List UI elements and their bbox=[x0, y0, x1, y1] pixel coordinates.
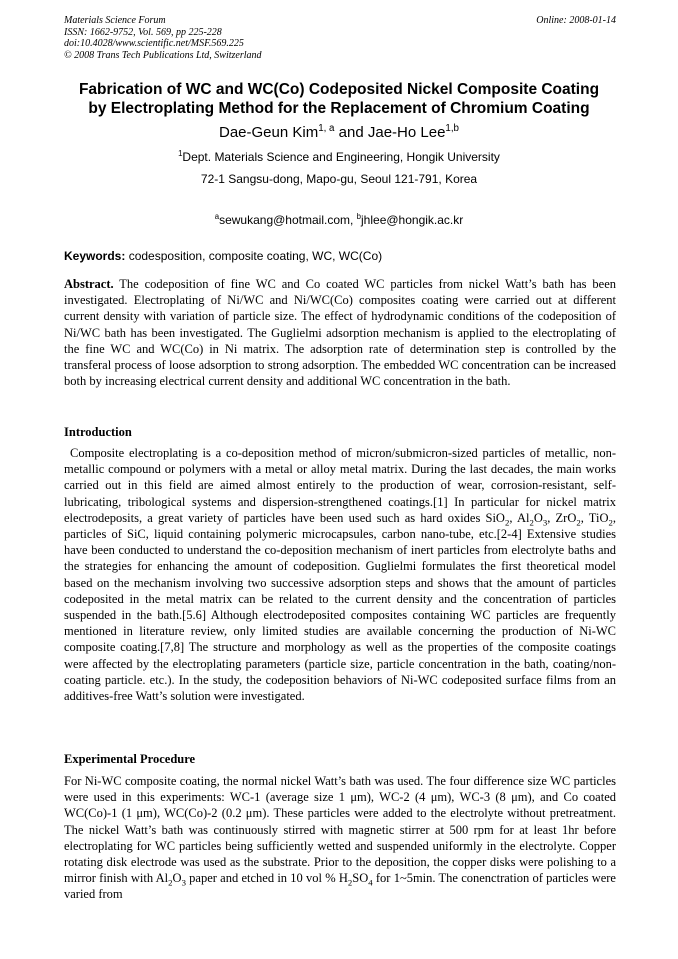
email-mark-b: b bbox=[356, 212, 362, 221]
author-2-affiliation-mark: 1,b bbox=[445, 123, 459, 134]
abstract-paragraph bbox=[64, 276, 616, 389]
experimental-paragraph: For Ni-WC composite coating, the normal nickel Watt’s bath was used. The four difference size WC particles were used in this experiments: WC-1 (average size 1 μm), WC-2 (4 μm), WC-3 (8 μm), and Co coated WC(Co)-1 (1 μm), WC(Co)-2 (0.2 μm). These particles were added to the electrolyte without pretreatment. The nickel Watt’s bath was continuously stirred with magnetic stirrer at 500 rpm for at least 1hr before electroplating for WC particles being sufficiently wetted and suspended uniformly in the electrolyte. Copper rotating disk electrode was used as the substrate. Prior to the deposition, the copper disks were polishing to a mirror finish with $Al_2O_3$ paper and etched in 10 vol % $H_2SO_4$ for 1~5min. The conenctration of particles were varied from bbox=[64, 774, 616, 902]
author-1: Dae-Geun Kim bbox=[219, 124, 319, 141]
email-line bbox=[40, 213, 638, 227]
online-date: Online: 2008-01-14 bbox=[536, 15, 616, 26]
author-1-affiliation-mark: 1, a bbox=[318, 123, 335, 134]
title-line-1: Fabrication of WC and WC(Co) Codeposited Nickel Composite Coating bbox=[78, 81, 600, 98]
keywords-text: codesposition, composite coating, WC, WC(Co) bbox=[125, 249, 383, 263]
email-b[interactable]: jhlee@hongik.ac.kr bbox=[361, 213, 464, 227]
email-mark-a: a bbox=[214, 212, 220, 221]
title-line-2: by Electroplating Method for the Replacement of Chromium Coating bbox=[88, 100, 590, 117]
affiliation-mark: 1 bbox=[178, 149, 183, 158]
introduction-paragraph: Composite electroplating is a co-deposition method of micron/submicron-sized particles of metallic, non-metallic compound or polymers with a metal or alloy metal matrix. During the last decades, the main works carried out in this field are aimed almost entirely to the production of wear, corrosion-resistant, self-lubricating, tribological systems and dispersion-strengthened coatings.[1] In particular for nickel matrix electrodeposits, a great variety of particles have been used such as hard oxides SiO$_2$, $Al_2O_3$, ZrO$_2$, TiO$_2$, particles of SiC, liquid containing polymeric microcapsules, carbon nano-tube, etc.[2-4] Extensive studies have been conducted to understand the co-deposition mechanism of inert particles from electrolyte baths and the strategies for enhancing the amount of codeposition. Guglielmi formulates the first theoretical model based on the mechanism involving two successive adsorption steps and shows that the amount of particles codeposited in the metal matrix can be related to the current density and the concentration of particles suspended in the bath.[5.6] Although electrodeposited composites containing WC particles are frequently mentioned in literature review, only limited studies are available concerning the production of Ni-WC composite coating.[7,8] The structure and morphology as well as the properties of the composite coatings were affected by the electroplating parameters (particle size, particle concentration in the bath, coating/non-coating particle. etc.). In the study, the codeposition behaviors of Ni-WC codeposited surface films from an additives-free Watt’s solution were investigated. bbox=[64, 446, 616, 704]
journal-name: Materials Science Forum bbox=[64, 15, 166, 26]
abstract-label: Abstract. bbox=[64, 277, 114, 291]
keywords-label: Keywords: bbox=[64, 249, 126, 263]
abstract-text: The codeposition of fine WC and Co coated WC particles from nickel Watt’s bath has been investigated. Electroplating of Ni/WC and Ni/WC(Co) composites coating were carried out at different current density with variation of particle size. The effect of hydrodynamic conditions of the codeposition of Ni/WC bath has been investigated. The Guglielmi adsorption mechanism is applied to the electroplating of the fine WC and WC(Co) in Ni matrix. The adsorption rate of determination step is controlled by the transferal process of loose adsorption to strong adsorption. The embedded WC concentration can be increased both by increasing electrical current density and additional WC concentration in the bath. bbox=[64, 277, 616, 389]
author-2: Jae-Ho Lee bbox=[367, 124, 446, 141]
journal-header bbox=[64, 15, 616, 61]
paper-title bbox=[40, 80, 638, 118]
affiliation-line-1: $^1$Dept. Materials Science and Engineering, Hongik University bbox=[178, 149, 500, 164]
keywords-line bbox=[64, 249, 616, 263]
author-list bbox=[40, 124, 638, 141]
introduction-heading: Introduction bbox=[64, 425, 132, 439]
doi-line: doi:10.4028/www.scientific.net/MSF.569.225 bbox=[64, 38, 244, 50]
experimental-heading: Experimental Procedure bbox=[64, 752, 196, 766]
copyright-line: © 2008 Trans Tech Publications Ltd, Switzerland bbox=[64, 49, 262, 61]
author-conjunction: and bbox=[334, 124, 368, 141]
email-a[interactable]: sewukang@hotmail.com, bbox=[219, 213, 357, 227]
issn-line: ISSN: 1662-9752, Vol. 569, pp 225-228 bbox=[64, 26, 222, 38]
affiliation-line-2: 72-1 Sangsu-dong, Mapo-gu, Seoul 121-791, Korea bbox=[200, 172, 478, 186]
